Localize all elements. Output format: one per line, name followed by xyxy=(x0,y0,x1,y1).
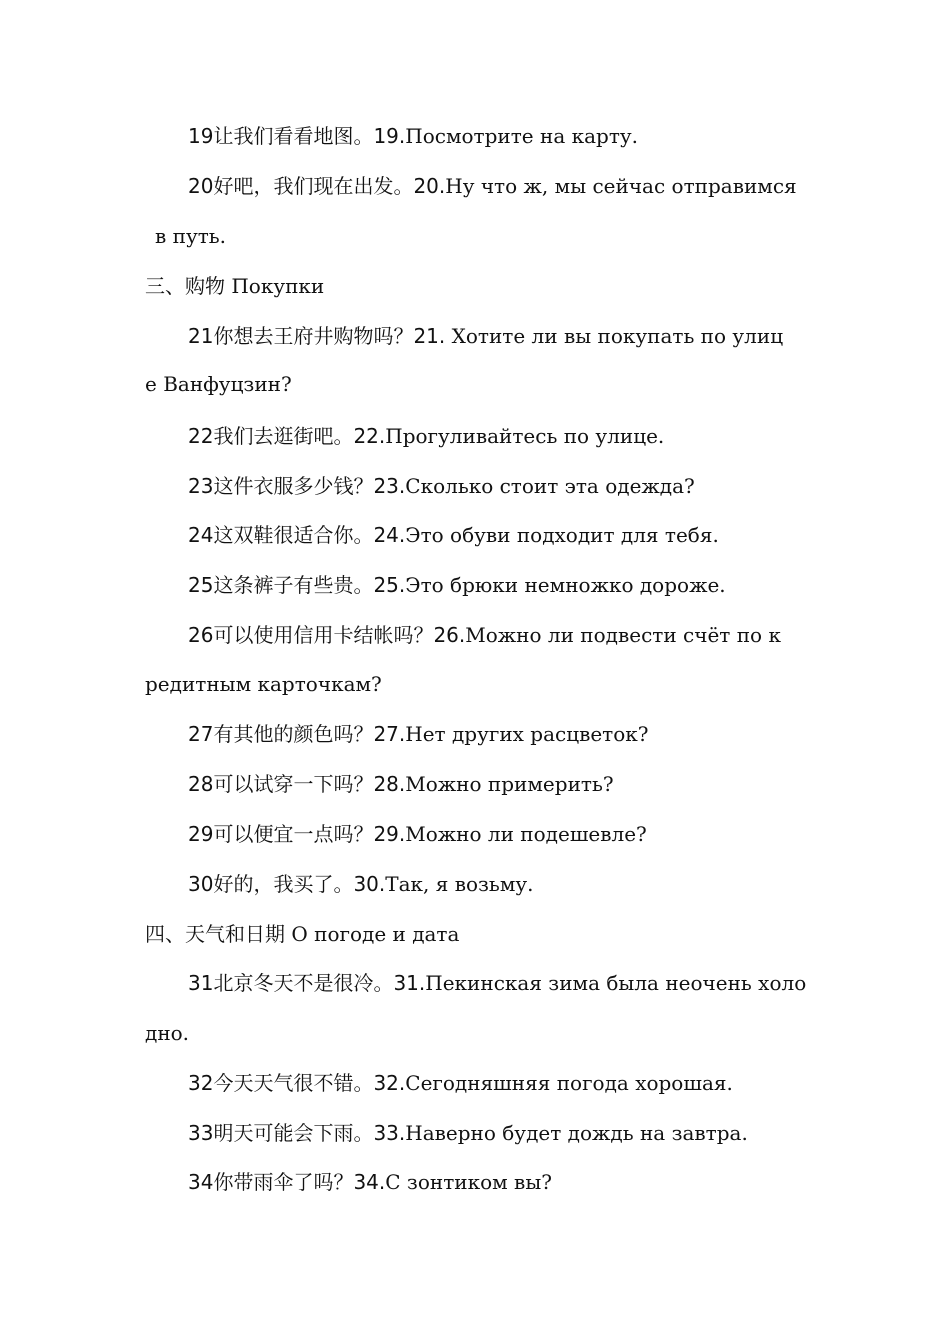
phrase-number-ru: 24. xyxy=(373,523,406,547)
phrase-26 xyxy=(188,621,781,649)
section-heading-shopping xyxy=(145,272,324,300)
phrase-number-ru: 31. xyxy=(393,971,426,995)
phrase-russian: Можно ли подвести счёт по к xyxy=(465,623,781,647)
phrase-chinese: 这双鞋很适合你。 xyxy=(213,523,374,547)
phrase-20-continuation xyxy=(155,222,226,250)
phrase-number-ru: 22. xyxy=(353,424,386,448)
phrase-number-ru: 30. xyxy=(353,872,386,896)
phrase-chinese: 好的，我买了。 xyxy=(213,872,354,896)
phrase-number: 30 xyxy=(188,872,214,896)
phrase-number: 19 xyxy=(188,124,214,148)
phrase-number-ru: 32. xyxy=(373,1071,406,1095)
phrase-number: 23 xyxy=(188,474,214,498)
phrase-22 xyxy=(188,422,664,450)
phrase-russian: Пекинская зима была неочень холо xyxy=(425,971,807,995)
phrase-chinese: 这件衣服多少钱？ xyxy=(213,474,374,498)
phrase-number: 29 xyxy=(188,822,214,846)
phrase-russian: Это брюки немножко дороже. xyxy=(405,573,726,597)
phrase-31 xyxy=(188,969,806,997)
continuation-text: редитным карточкам? xyxy=(145,672,382,696)
phrase-chinese: 好吧，我们现在出发。 xyxy=(213,174,414,198)
phrase-russian: Сегодняшняя погода хорошая. xyxy=(405,1071,733,1095)
phrase-chinese: 有其他的颜色吗？ xyxy=(213,722,374,746)
phrase-number: 25 xyxy=(188,573,214,597)
phrase-19 xyxy=(188,122,638,150)
phrase-number: 27 xyxy=(188,722,214,746)
section-heading: 三、购物 Покупки xyxy=(145,274,325,298)
phrase-26-continuation xyxy=(145,670,382,698)
phrase-chinese: 北京冬天不是很冷。 xyxy=(213,971,394,995)
phrase-number-ru: 19. xyxy=(373,124,406,148)
phrase-number-ru: 20. xyxy=(413,174,446,198)
phrase-21 xyxy=(188,322,783,350)
continuation-text: е Ванфуцзин? xyxy=(145,372,292,396)
phrase-27 xyxy=(188,720,649,748)
phrase-chinese: 你想去王府井购物吗？ xyxy=(213,324,414,348)
phrase-30 xyxy=(188,870,534,898)
phrase-chinese: 可以试穿一下吗？ xyxy=(213,772,374,796)
phrase-34 xyxy=(188,1168,552,1196)
phrase-russian: Можно примерить? xyxy=(405,772,614,796)
phrase-28 xyxy=(188,770,614,798)
phrase-25 xyxy=(188,571,726,599)
phrase-number-ru: 21. xyxy=(413,324,446,348)
phrase-chinese: 你带雨伞了吗？ xyxy=(213,1170,354,1194)
phrase-number: 24 xyxy=(188,523,214,547)
phrase-24 xyxy=(188,521,719,549)
phrase-number-ru: 33. xyxy=(373,1121,406,1145)
phrase-number-ru: 34. xyxy=(353,1170,386,1194)
section-heading-weather xyxy=(145,920,459,948)
phrase-number: 32 xyxy=(188,1071,214,1095)
phrase-number: 22 xyxy=(188,424,214,448)
phrase-21-continuation xyxy=(145,370,292,398)
phrase-number-ru: 23. xyxy=(373,474,406,498)
phrase-chinese: 可以便宜一点吗？ xyxy=(213,822,374,846)
phrase-russian: Это обуви подходит для тебя. xyxy=(405,523,719,547)
phrase-chinese: 可以使用信用卡结帐吗？ xyxy=(213,623,434,647)
phrase-number: 20 xyxy=(188,174,214,198)
phrase-23 xyxy=(188,472,695,500)
phrase-chinese: 让我们看看地图。 xyxy=(213,124,374,148)
phrase-russian: Нет других расцветок? xyxy=(405,722,649,746)
phrase-20 xyxy=(188,172,806,200)
phrase-russian: Можно ли подешевле? xyxy=(405,822,647,846)
phrase-chinese: 今天天气很不错。 xyxy=(213,1071,374,1095)
phrase-number: 33 xyxy=(188,1121,214,1145)
phrase-number: 21 xyxy=(188,324,214,348)
phrase-29 xyxy=(188,820,647,848)
section-heading: 四、天气和日期 О погоде и дата xyxy=(145,922,460,946)
phrase-russian: Так, я возьму. xyxy=(385,872,534,896)
phrase-russian: Сколько стоит эта одежда? xyxy=(405,474,695,498)
phrase-number-ru: 26. xyxy=(433,623,466,647)
phrase-number: 34 xyxy=(188,1170,214,1194)
phrase-number-ru: 28. xyxy=(373,772,406,796)
phrase-russian: Ну что ж, мы сейчас отправимся xyxy=(445,174,797,198)
phrase-number-ru: 27. xyxy=(373,722,406,746)
phrase-32 xyxy=(188,1069,733,1097)
phrase-chinese: 明天可能会下雨。 xyxy=(213,1121,374,1145)
phrase-russian: Посмотрите на карту. xyxy=(405,124,639,148)
phrase-33 xyxy=(188,1119,748,1147)
phrase-number: 28 xyxy=(188,772,214,796)
phrase-russian: С зонтиком вы? xyxy=(385,1170,552,1194)
phrase-chinese: 这条裤子有些贵。 xyxy=(213,573,374,597)
phrase-chinese: 我们去逛街吧。 xyxy=(213,424,354,448)
continuation-text: дно. xyxy=(145,1021,190,1045)
phrase-number-ru: 25. xyxy=(373,573,406,597)
phrase-number: 26 xyxy=(188,623,214,647)
phrase-31-continuation xyxy=(145,1019,189,1047)
continuation-text: в путь. xyxy=(155,224,227,248)
phrase-russian: Наверно будет дождь на завтра. xyxy=(405,1121,748,1145)
phrase-russian: Прогуливайтесь по улице. xyxy=(385,424,665,448)
phrase-russian: Хотите ли вы покупать по улиц xyxy=(445,324,784,348)
phrase-number-ru: 29. xyxy=(373,822,406,846)
phrase-number: 31 xyxy=(188,971,214,995)
